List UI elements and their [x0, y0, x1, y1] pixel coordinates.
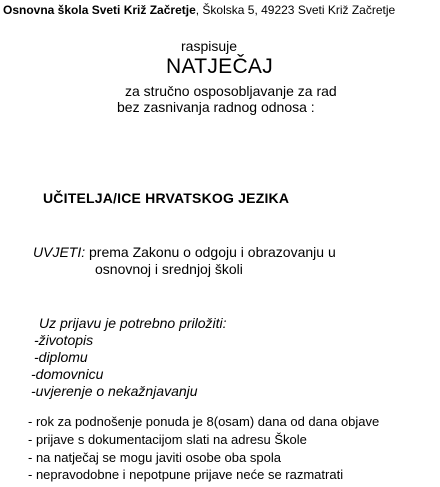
school-name: Osnovna škola Sveti Križ Začretje: [3, 3, 196, 17]
document-header: [3, 3, 395, 17]
rule-item: - nepravodobne i nepotpune prijave neće se razmatrati: [28, 467, 344, 482]
rule-item: - rok za podnošenje ponuda je 8(osam) dana od dana objave: [28, 414, 380, 429]
conditions-label: UVJETI:: [33, 244, 86, 260]
attachment-item: -domovnicu: [31, 366, 104, 382]
attachment-item: -diplomu: [34, 349, 88, 365]
position-title: UČITELJA/ICE HRVATSKOG JEZIKA: [43, 190, 290, 206]
subtitle-line-1: za stručno osposobljavanje za rad: [125, 83, 337, 99]
subtitle-line-2: bez zasnivanja radnog odnosa :: [117, 99, 315, 115]
rule-item: - na natječaj se mogu javiti osobe oba spola: [28, 450, 281, 465]
attachments-title: Uz prijavu je potrebno priložiti:: [39, 315, 227, 331]
conditions-line-2: osnovnoj i srednjoj školi: [95, 261, 243, 277]
rule-item: - prijave s dokumentacijom slati na adresu Škole: [28, 432, 307, 447]
attachment-item: -životopis: [34, 332, 94, 348]
attachment-item: -uvjerenje o nekažnjavanju: [31, 383, 198, 399]
conditions-line-1: [33, 244, 336, 260]
school-address: , Školska 5, 49223 Sveti Križ Začretje: [195, 3, 396, 17]
document-title: NATJEČAJ: [166, 55, 274, 78]
raspisuje-text: raspisuje: [181, 38, 238, 54]
conditions-text-1: prema Zakonu o odgoju i obrazovanju u: [85, 244, 336, 260]
